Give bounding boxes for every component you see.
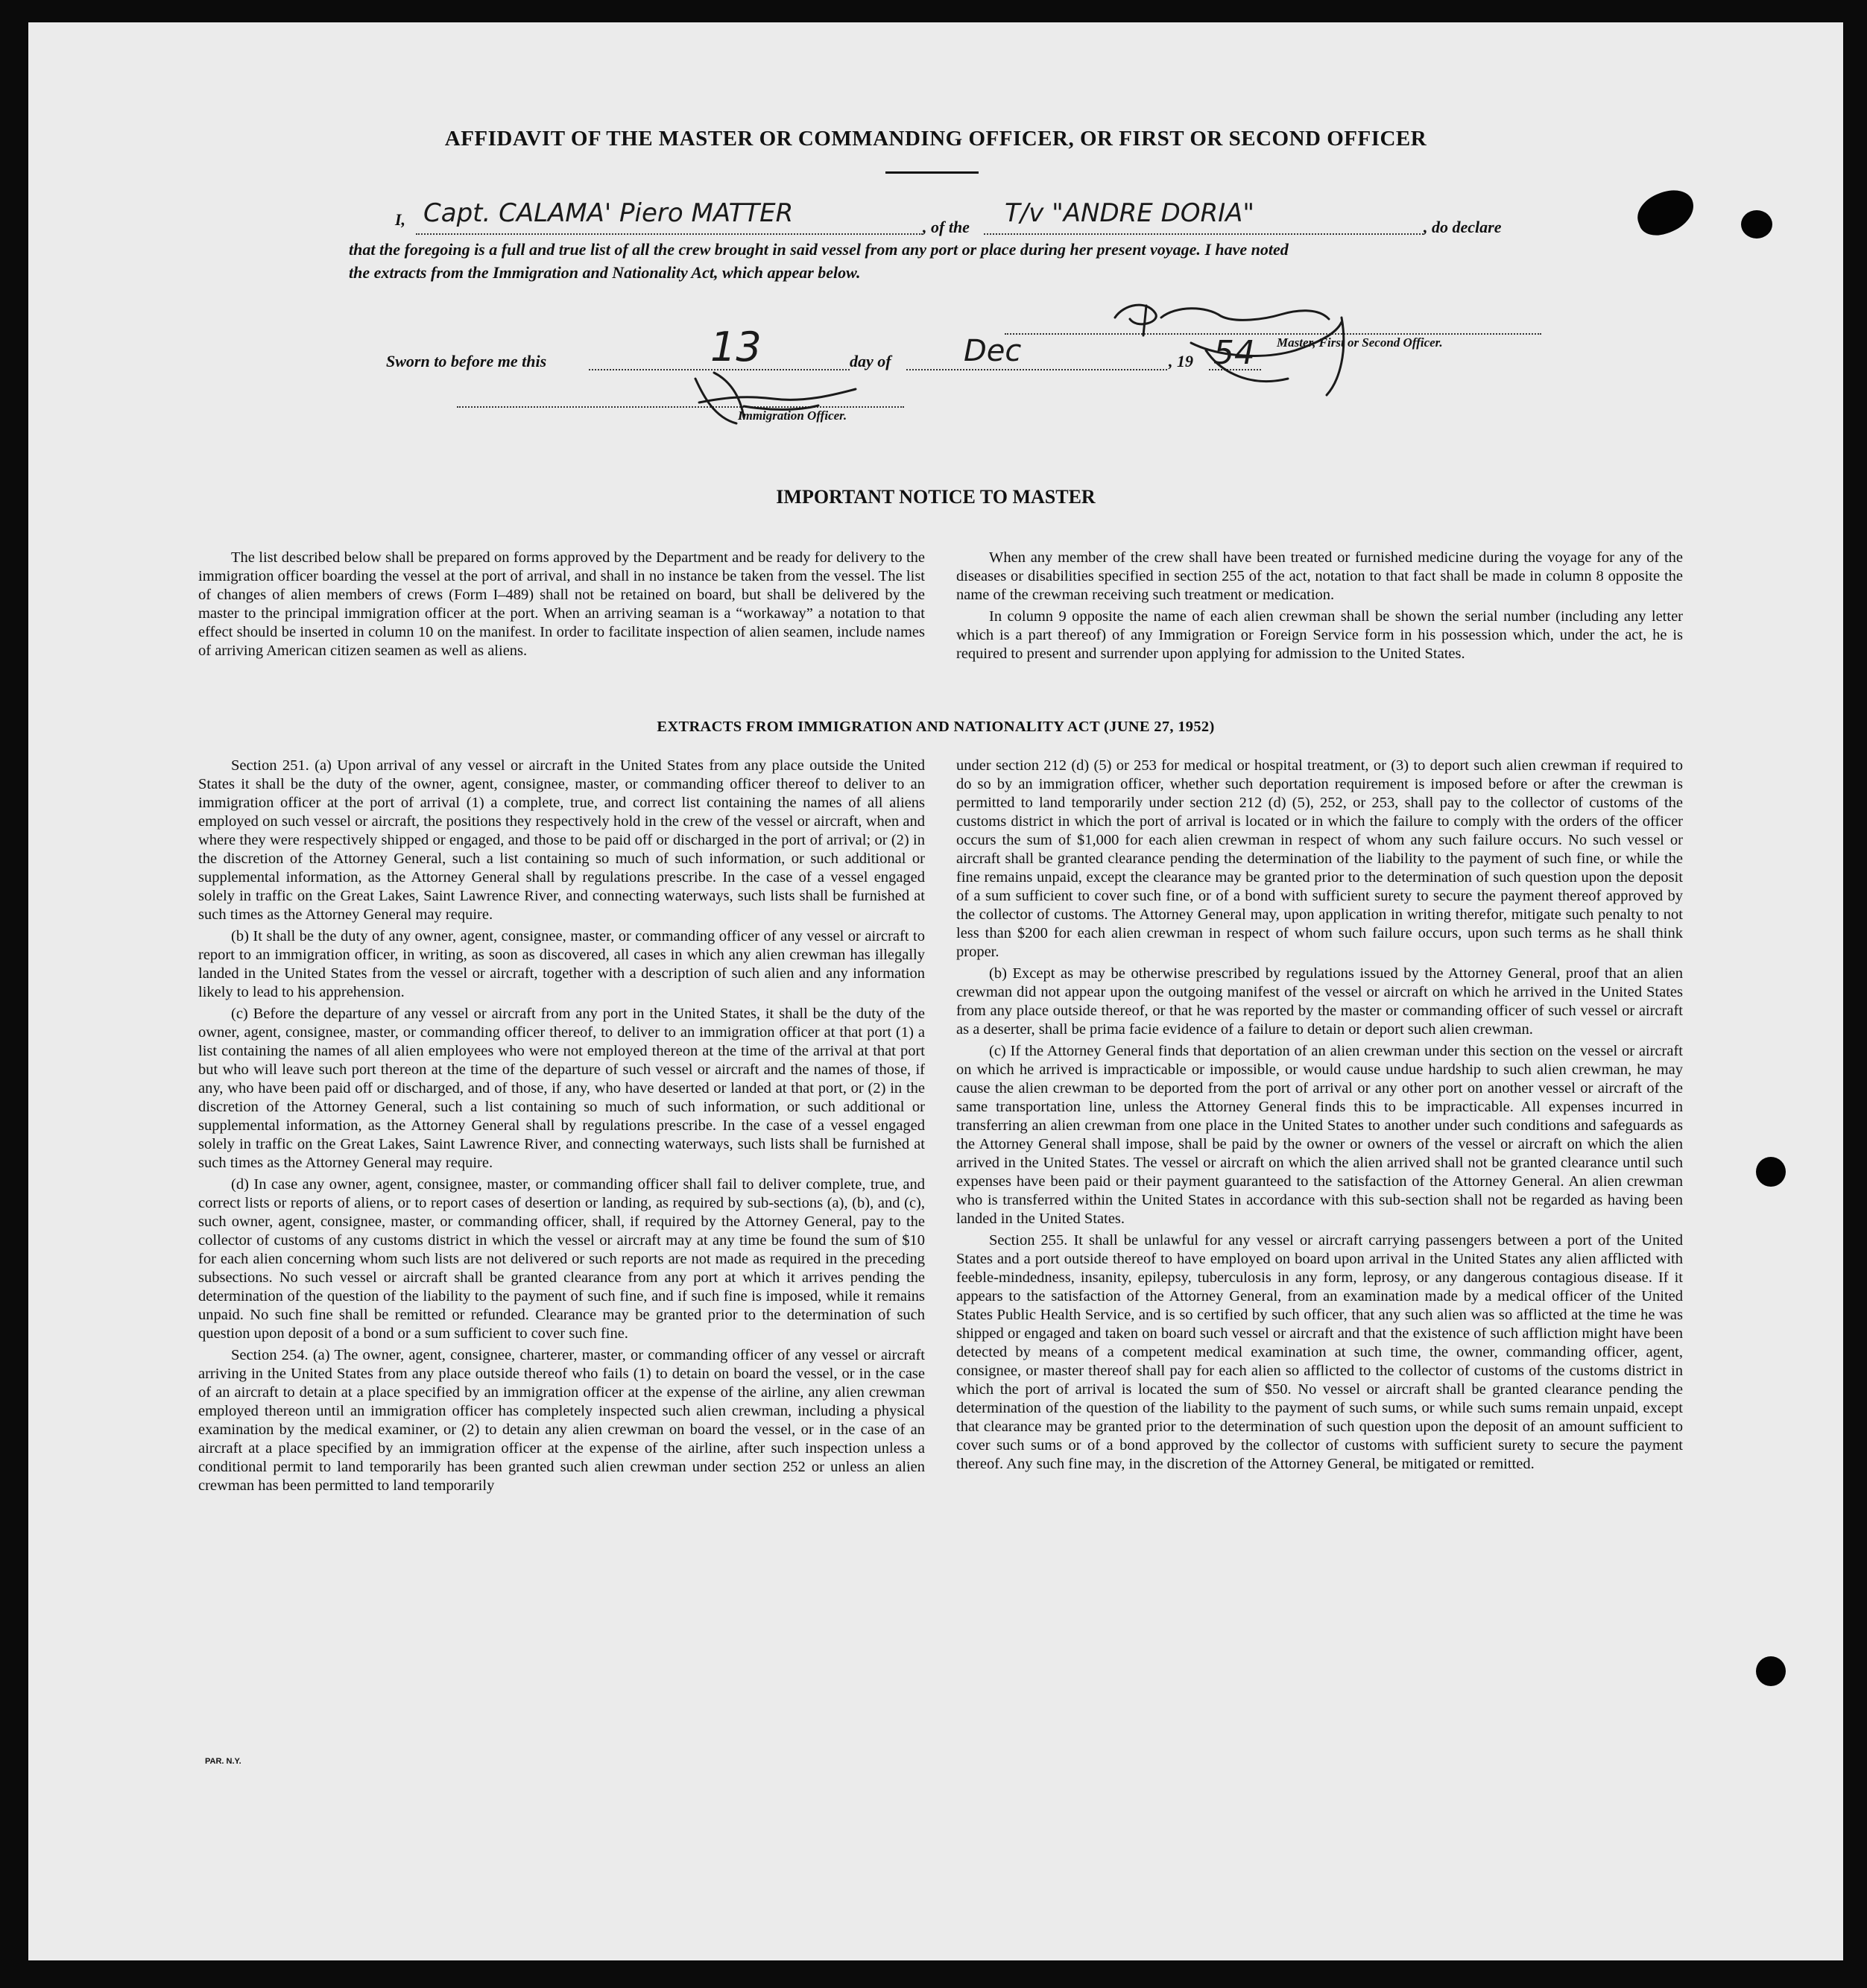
printer-mark: PAR. N.Y. [205,1757,241,1766]
document-page [28,22,1843,1960]
notice-paragraph: The list described below shall be prepared on forms approved by the Department and be ready for delivery to the immigration officer boarding the vessel at the port of arrival, and shall in no instance be taken from the vessel. The list of changes of alien members of crews (Form I–489) shall not be retained on board, but shall be delivered by the master to the principal immigration officer at the port. When an arriving seaman is a “workaway” a notation to that effect should be inserted in column 10 on the manifest. In order to facilitate inspection of alien seamen, include names of arriving American citizen seamen as well as aliens. [198,549,925,659]
officer-caption: Immigration Officer. [738,408,847,423]
master-caption: Master, First or Second Officer. [1277,335,1443,350]
sworn-label: Sworn to before me this [386,352,547,370]
do-declare-label: , do declare [1424,218,1502,236]
extracts-title: EXTRACTS FROM IMMIGRATION AND NATIONALITY ACT (JUNE 27, 1952) [657,719,1215,735]
month-handwritten: Dec [964,334,1022,368]
section-254-c: (c) If the Attorney General finds that deportation of an alien crewman under this section on the vessel or aircraft on which he arrived is impracticable or impossible, or would cause undue hardship to such alien crewman, he may cause the alien crewman to be deported from the port of arrival or any other port on another vessel or aircraft of the same transportation line, unless the Attorney General finds this to be impracticable. All expenses incurred in transferring an alien crewman from one place in the United States to another under such conditions and safeguards as the Attorney General shall impose, shall be paid by the owner or owners of the vessel or aircraft on which the alien arrived in the United States. The vessel or aircraft on which the alien arrived shall not be granted clearance until such expenses have been paid or their payment guaranteed to the satisfaction of the Attorney General. An alien crewman who is transferred within the United States in accordance with this sub-section shall not be regarded as having been landed in the United States. [956,1043,1683,1227]
notice-right-column [956,549,1683,663]
master-name-handwritten: Capt. CALAMA' Piero MATTER [423,198,794,228]
affidavit-title: AFFIDAVIT OF THE MASTER OR COMMANDING OFFICER, OR FIRST OR SECOND OFFICER [444,127,1427,151]
punch-hole [1756,1656,1786,1686]
section-251-c: (c) Before the departure of any vessel or aircraft from any port in the United States, it shall be the duty of the owner, agent, consignee, master, or commanding officer thereof, to deliver to an immigration officer at that port (1) a list containing the names of all alien employees who were not employed thereon at the time of the arrival at that port but who will leave such port thereon at the time of the departure of such vessel or aircraft and the names of those, if any, who have been paid off or discharged, and of those, if any, who have deserted or landed at that port, or (2) in the discretion of the Attorney General, such a list containing so much of such information, or such additional or supplemental information, as the Attorney General shall by regulations prescribe. In the case of a vessel engaged solely in traffic on the Great Lakes, Saint Lawrence River, and connecting waterways, such lists shall be furnished at such times as the Attorney General may require. [198,1006,925,1171]
section-254-a: Section 254. (a) The owner, agent, consignee, charterer, master, or commanding officer of any vessel or aircraft arriving in the United States from any place outside thereof who fails (1) to detain on board the vessel, or in the case of an aircraft to detain at a place specified by an immigration officer at the expense of the airline, any alien crewman employed thereon until an immigration officer has completely inspected such alien crewman, including a physical examination by the medical examiner, or (2) to detain any alien crewman on board the vessel, or in the case of an aircraft at a place specified by an immigration officer at the expense of the airline, after such inspection unless a conditional permit to land temporarily has been granted such alien crewman under section 252 or unless an alien crewman has been permitted to land temporarily [198,1347,925,1494]
i-label: I, [395,210,406,229]
master-signature-scribble [1115,305,1344,395]
year-handwritten: 54 [1213,334,1255,372]
handwritten-signatures [28,22,1843,470]
section-251-b: (b) It shall be the duty of any owner, agent, consignee, master, or commanding officer of any vessel or aircraft to report to an immigration officer, in writing, as soon as discovered, all cases in which any alien crewman has illegally landed in the United States from the vessel or aircraft, together with a description of such alien and any information likely to lead to his apprehension. [198,928,925,1000]
section-251-a: Section 251. (a) Upon arrival of any vessel or aircraft in the United States from any place outside the United States it shall be the duty of the owner, agent, consignee, master, or commanding officer thereof to deliver to an immigration officer at the port of arrival (1) a complete, true, and correct list containing the names of all aliens employed on such vessel or aircraft, the positions they respectively hold in the crew of the vessel or aircraft, when and where they were respectively shipped or engaged, and those to be paid off or discharged in the port of arrival; or (2) in the discretion of the Attorney General, such a list containing so much of such information, or such additional or supplemental information, as the Attorney General shall by regulations prescribe. In the case of a vessel engaged solely in traffic on the Great Lakes, Saint Lawrence River, and connecting waterways, such lists shall be furnished at such times as the Attorney General may require. [198,757,925,923]
of-the-label: , of the [923,218,970,236]
officer-signature-scribble [695,373,856,423]
notice-paragraph: When any member of the crew shall have been treated or furnished medicine during the voyage for any of the diseases or disabilities specified in section 255 of the act, notation to that fact shall be made in column 8 opposite the name of the crewman receiving such treatment or medication. [956,549,1683,603]
notice-paragraph: In column 9 opposite the name of each alien crewman shall be shown the serial number (including any letter which is a part thereof) of any Immigration or Foreign Service form in his possession which, under the act, he is required to present and surrender upon applying for admission to the United States. [956,608,1683,662]
section-251-d: (d) In case any owner, agent, consignee, master, or commanding officer shall fail to deliver complete, true, and correct lists or reports of aliens, or to report cases of desertion or landing, as required by sub-sections (a), (b), and (c), such owner, agent, consignee, master, or commanding officer, shall, if required by the Attorney General, pay to the collector of customs of any customs district in which the vessel or aircraft may at any time be found the sum of $10 for each alien concerning whom such lists are not delivered or such reports are not made as required in the preceding subsections. No such vessel or aircraft shall be granted clearance from any port at which it arrives pending the determination of the question of the liability to the payment of such fine, and if such fine is imposed, while it remains unpaid. No such fine shall be remitted or refunded. Clearance may be granted prior to the determination of such question upon deposit of a bond or a sum sufficient to cover such fine. [198,1176,925,1342]
day-handwritten: 13 [710,324,762,370]
extracts-left-column [198,757,925,1495]
extracts-right-column [956,757,1683,1474]
vessel-name-handwritten: T/v "ANDRE DORIA" [1005,198,1255,228]
year-prefix: , 19 [1169,352,1193,370]
section-254-a-continued: under section 212 (d) (5) or 253 for medical or hospital treatment, or (3) to deport such alien crewman if required to do so by an immigration officer, whether such deportation requirement is imposed before or after the crewman is permitted to land temporarily under section 212 (d) (5), 252, or 253, shall pay to the collector of customs of the customs district in which the port of arrival is located or in which the failure to comply with the orders of the officer occurs the sum of $1,000 for each alien crewman in respect of whom any such failure occurs. No such vessel or aircraft shall be granted clearance pending the determination of the liability to the payment of such fine, or while the fine remains unpaid, except the clearance may be granted prior to the determination of such question upon the deposit of a sum sufficient to cover such fine, or of a bond with sufficient surety to secure the payment thereof approved by the collector of customs. The Attorney General may, upon application in writing therefor, mitigate such penalty to not less than $200 for each alien crewman in respect of whom such failure occurs, upon such terms as he shall think proper. [956,757,1683,960]
section-254-b: (b) Except as may be otherwise prescribed by regulations issued by the Attorney General, proof that an alien crewman did not appear upon the outgoing manifest of the vessel or aircraft on which he arrived in the United States from any place outside thereof, or that he was reported by the master or commanding officer of such vessel or aircraft as a deserter, shall be prima facie evidence of a failure to detain or deport such alien crewman. [956,965,1683,1038]
statement-line-2: the extracts from the Immigration and Nationality Act, which appear below. [349,263,861,282]
section-255: Section 255. It shall be unlawful for any vessel or aircraft carrying passengers between a port of the United States and a port outside thereof to have employed on board upon arrival in the United States any alien afflicted with feeble-mindedness, insanity, epilepsy, tuberculosis in any form, leprosy, or any dangerous contagious disease. If it appears to the satisfaction of the Attorney General, from an examination made by a medical officer of the United States Public Health Service, and is so certified by such officer, that any such alien was so afflicted at the time he was shipped or engaged and taken on board such vessel or aircraft and that the existence of such affliction might have been detected by means of a competent medical examination at such time, the owner, commanding officer, agent, consignee, or master thereof shall pay for each alien so afflicted to the collector of customs of the customs district in which the port of arrival is located the sum of $50. No vessel or aircraft shall be granted clearance pending the determination of the question of the liability to the payment of such sums, or while such sums remain unpaid, except that clearance may be granted prior to the determination of such question upon the deposit of an amount sufficient to cover such sums or of a bond approved by the collector of customs with sufficient surety to secure the payment thereof. Any such fine may, in the discretion of the Attorney General, be mitigated or remitted. [956,1232,1683,1472]
punch-hole [1756,1157,1786,1187]
notice-title: IMPORTANT NOTICE TO MASTER [776,486,1096,508]
statement-line-1: that the foregoing is a full and true list of all the crew brought in said vessel from any port or place during her present voyage. I have noted [349,240,1289,259]
notice-left-column [198,549,925,660]
day-of-label: day of [850,352,891,370]
punch-hole [1741,210,1772,239]
